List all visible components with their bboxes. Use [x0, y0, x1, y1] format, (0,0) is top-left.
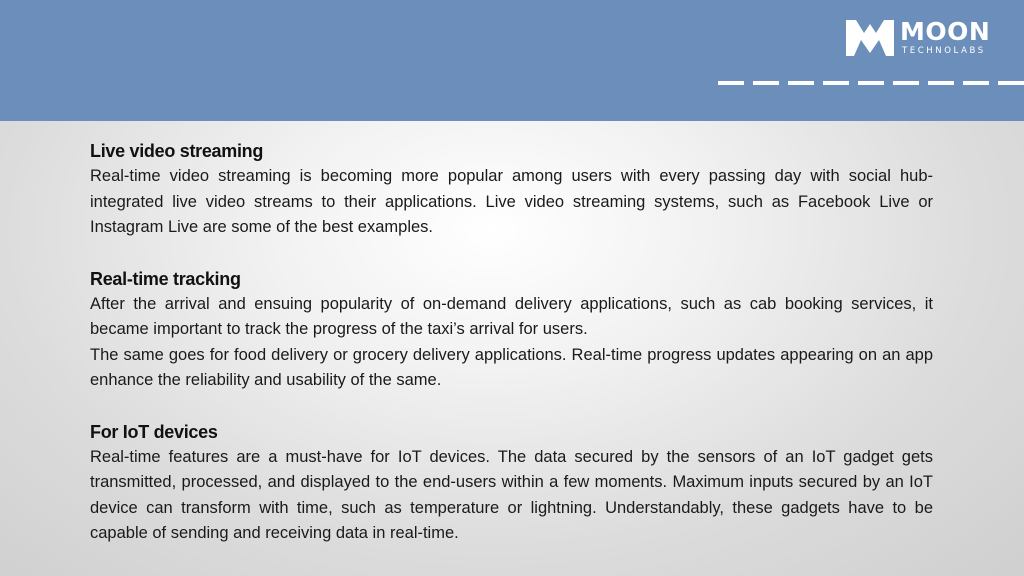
decorative-dashes	[718, 81, 1024, 86]
section-iot-devices	[90, 420, 933, 547]
dash	[963, 81, 989, 85]
header-banner	[0, 0, 1024, 121]
dash	[718, 81, 744, 85]
section-paragraph: Real-time video streaming is becoming more popular among users with every passing day with social hub-integrated live video streams to their applications. Live video streaming systems, such as Facebook Live or Instagram Live are some of the best examples.	[90, 167, 933, 236]
logo-subtitle: TECHNOLABS	[902, 46, 986, 56]
dash	[788, 81, 814, 85]
section-heading: Live video streaming	[90, 141, 264, 161]
section-heading: For IoT devices	[90, 421, 218, 442]
dash	[998, 81, 1024, 85]
dash	[893, 81, 919, 85]
brand-logo	[846, 19, 1006, 59]
section-paragraph: The same goes for food delivery or grocery delivery applications. Real-time progress updates appearing on an app enhance the reliability and usability of the same.	[90, 345, 933, 389]
section-heading: Real-time tracking	[90, 268, 241, 289]
section-live-video-streaming	[90, 139, 933, 241]
mountain-logo-icon	[846, 20, 894, 56]
section-real-time-tracking	[90, 267, 933, 394]
article-body	[90, 139, 933, 547]
dash	[823, 81, 849, 85]
logo-wordmark: MOON	[900, 17, 991, 46]
dash	[928, 81, 954, 85]
dash	[858, 81, 884, 85]
section-paragraph: Real-time features are a must-have for IoT devices. The data secured by the sensors of an IoT gadget gets transmitted, processed, and displayed to the end-users within a few moments. Maximum inputs secured by an IoT device can transform with time, such as temperature or lightning. Understandably, these gadgets have to be capable of sending and receiving data in real-time.	[90, 447, 933, 542]
section-paragraph: After the arrival and ensuing popularity of on-demand delivery applications, such as cab booking services, it became important to track the progress of the taxi’s arrival for users.	[90, 294, 933, 338]
dash	[753, 81, 779, 85]
